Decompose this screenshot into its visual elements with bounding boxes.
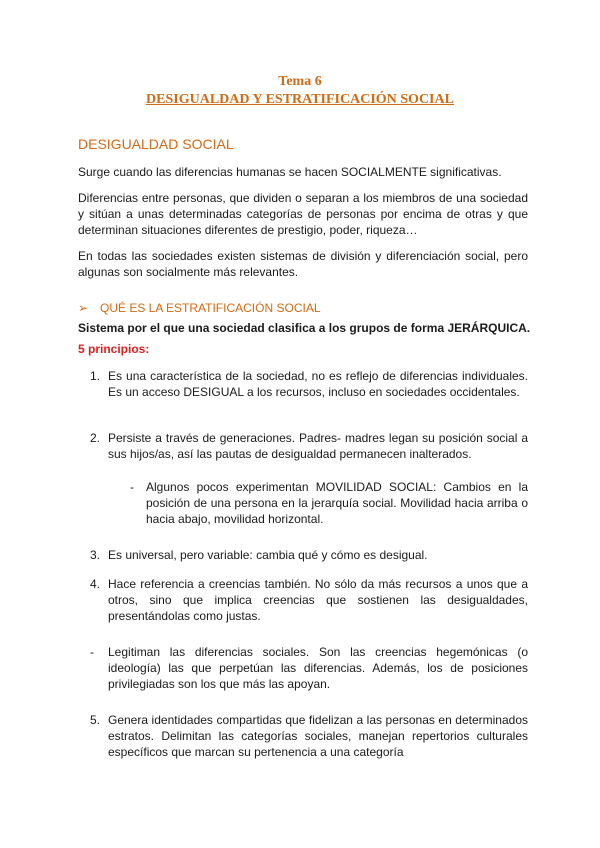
list-marker: - bbox=[130, 480, 134, 494]
principles-title: 5 principios: bbox=[78, 342, 150, 356]
list-marker: 1. bbox=[90, 369, 101, 383]
list-marker: - bbox=[90, 645, 94, 659]
document-title: DESIGUALDAD Y ESTRATIFICACIÓN SOCIAL bbox=[146, 92, 454, 107]
list-item-text: Persiste a través de generaciones. Padres- madres legan su posición social a sus hijos/as, así las pautas de desigualdad permanecen inalterados. bbox=[108, 431, 528, 461]
list-item bbox=[78, 576, 528, 624]
definition: Sistema por el que una sociedad clasifica a los grupos de forma JERÁRQUICA. bbox=[78, 321, 531, 335]
list-item-text: Genera identidades compartidas que fidelizan a las personas en determinados estratos. Delimitan las categorías sociales, manejan repertorios culturales específicos que marcan su pertenencia a una categoría bbox=[108, 713, 528, 759]
list-marker: 4. bbox=[90, 577, 101, 591]
list-item bbox=[78, 430, 528, 462]
list-item-text: Es universal, pero variable: cambia qué y cómo es desigual. bbox=[108, 548, 428, 562]
arrow-bullet-icon: ➢ bbox=[78, 301, 89, 315]
section-heading-desigualdad: DESIGUALDAD SOCIAL bbox=[78, 136, 234, 152]
list-item bbox=[78, 368, 528, 400]
list-item-text: Legitiman las diferencias sociales. Son las creencias hegemónicas (o ideología) las que perpetúan las diferencias. Además, los de posiciones privilegiadas son los que más las apoyan. bbox=[108, 645, 528, 691]
list-item bbox=[78, 644, 528, 692]
list-item bbox=[78, 712, 528, 760]
list-marker: 5. bbox=[90, 713, 101, 727]
list-marker: 3. bbox=[90, 548, 101, 562]
list-item-text: Es una característica de la sociedad, no es reflejo de diferencias individuales. Es un acceso DESIGUAL a los recursos, incluso en sociedades occidentales. bbox=[108, 369, 528, 399]
section-heading-text: QUÉ ES LA ESTRATIFICACIÓN SOCIAL bbox=[100, 301, 321, 315]
sub-list-item bbox=[130, 479, 528, 527]
list-item-text: Algunos pocos experimentan MOVILIDAD SOCIAL: Cambios en la posición de una persona en la jerarquía social. Movilidad hacia arriba o hacia abajo, movilidad horizontal. bbox=[146, 480, 528, 526]
paragraph: Surge cuando las diferencias humanas se hacen SOCIALMENTE significativas. bbox=[78, 165, 502, 179]
paragraph: En todas las sociedades existen sistemas de división y diferenciación social, pero algunas son socialmente más relevantes. bbox=[78, 249, 528, 279]
list-marker: 2. bbox=[90, 431, 101, 445]
document-tema: Tema 6 bbox=[278, 74, 322, 89]
section-heading-estratificacion bbox=[78, 300, 321, 316]
list-item bbox=[78, 547, 528, 563]
list-item-text: Hace referencia a creencias también. No sólo da más recursos a unos que a otros, sino que implica creencias que sostienen las desigualdades, presentándolas como justas. bbox=[108, 577, 528, 623]
paragraph: Diferencias entre personas, que dividen o separan a los miembros de una sociedad y sitúan a unas determinadas categorías de personas por encima de otras y que determinan situaciones diferentes de prestigio, poder, riqueza… bbox=[78, 191, 528, 237]
